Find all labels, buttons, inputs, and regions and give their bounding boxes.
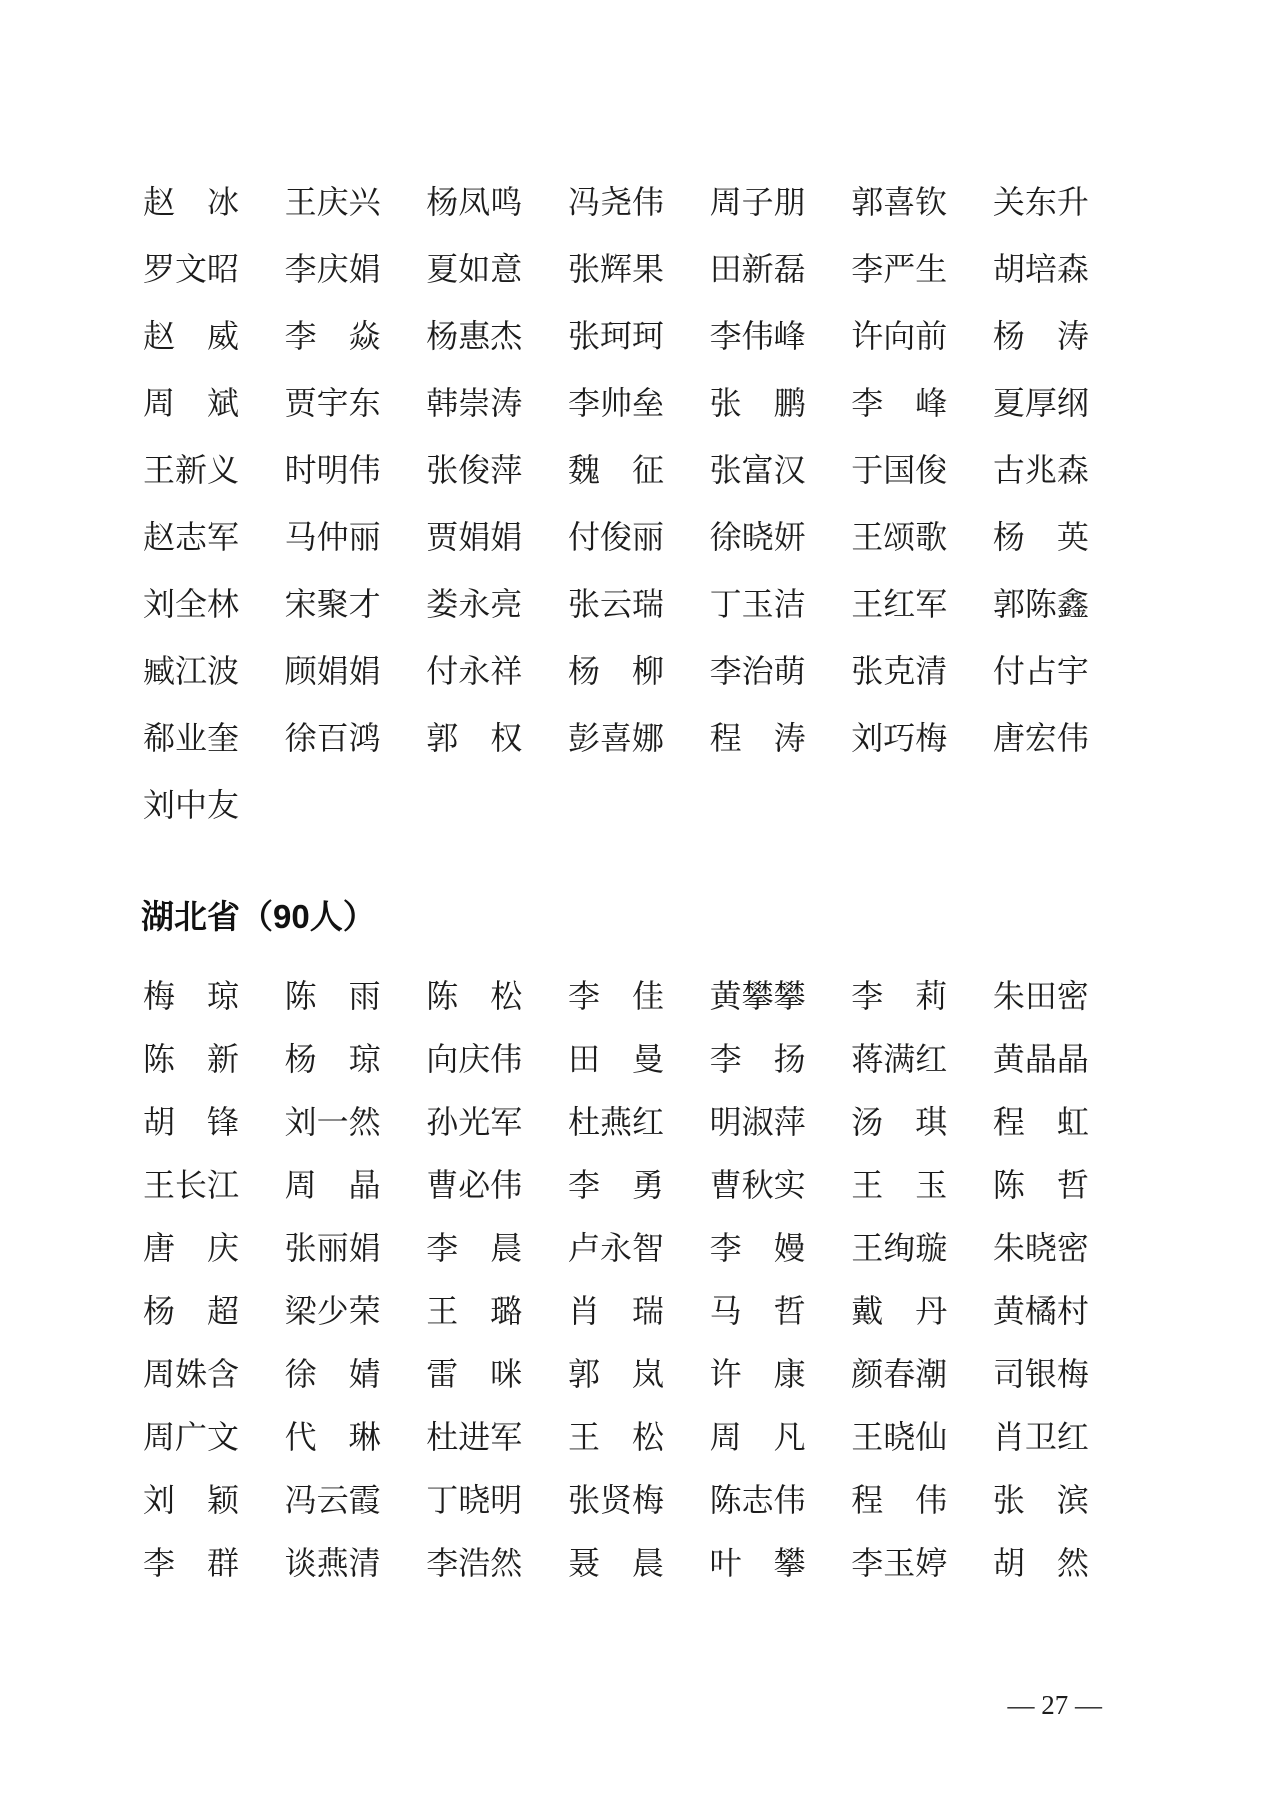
person-name: 张贤梅: [567, 1481, 664, 1518]
person-name: 胡培森: [992, 250, 1089, 287]
person-name: 程 虹: [992, 1103, 1089, 1140]
person-name: 周 斌: [142, 384, 239, 421]
person-name: 周姝含: [142, 1355, 239, 1392]
name-row: [141, 1405, 1091, 1468]
person-name: 杜燕红: [567, 1103, 664, 1140]
name-row: [141, 1027, 1091, 1090]
person-name: 徐百鸿: [284, 719, 381, 756]
person-name: 唐 庆: [142, 1229, 239, 1266]
person-name: 李伟峰: [709, 317, 806, 354]
person-name: 杨惠杰: [426, 317, 523, 354]
person-name: 周 晶: [284, 1166, 381, 1203]
person-name: 陈 雨: [284, 977, 381, 1014]
person-name: 李 焱: [284, 317, 381, 354]
person-name: 夏厚纲: [992, 384, 1089, 421]
person-name: 张 鹏: [709, 384, 806, 421]
person-name: 马仲丽: [284, 518, 381, 555]
name-row: [141, 1531, 1091, 1594]
name-row: [141, 1279, 1091, 1342]
name-row: [141, 1342, 1091, 1405]
person-name: 曹必伟: [426, 1166, 523, 1203]
person-name: 肖 瑞: [567, 1292, 664, 1329]
person-name: 于国俊: [851, 451, 948, 488]
person-name: 张珂珂: [567, 317, 664, 354]
person-name: 古兆森: [992, 451, 1089, 488]
person-name: 丁玉洁: [709, 585, 806, 622]
name-row: [141, 1153, 1091, 1216]
person-name: 梅 琼: [142, 977, 239, 1014]
name-row: [141, 1468, 1091, 1531]
person-name: 李 扬: [709, 1040, 806, 1077]
person-name: 周广文: [142, 1418, 239, 1455]
person-name: 娄永亮: [426, 585, 523, 622]
person-name: 贾娟娟: [426, 518, 523, 555]
person-name: 程 伟: [851, 1481, 948, 1518]
person-name: 郗业奎: [142, 719, 239, 756]
section-province-continued: [141, 168, 1091, 838]
person-name: 张云瑞: [567, 585, 664, 622]
person-name: 杨 琼: [284, 1040, 381, 1077]
page-number: — 27 —: [1007, 1690, 1102, 1720]
person-name: 李 群: [142, 1544, 239, 1581]
person-name: 李治萌: [709, 652, 806, 689]
person-name: 陈 哲: [992, 1166, 1089, 1203]
person-name: 丁晓明: [426, 1481, 523, 1518]
person-name: 冯尧伟: [567, 183, 664, 220]
person-name: 戴 丹: [851, 1292, 948, 1329]
person-name: 唐宏伟: [992, 719, 1089, 756]
person-name: 颜春潮: [851, 1355, 948, 1392]
person-name: 刘全林: [142, 585, 239, 622]
person-name: 王 松: [567, 1418, 664, 1455]
person-name: 徐 婧: [284, 1355, 381, 1392]
person-name: 雷 咪: [426, 1355, 523, 1392]
person-name: 郭喜钦: [851, 183, 948, 220]
person-name: 肖卫红: [992, 1418, 1089, 1455]
person-name: 李 莉: [851, 977, 948, 1014]
person-name: 赵 冰: [142, 183, 239, 220]
person-name: 司银梅: [992, 1355, 1089, 1392]
person-name: 黄橘村: [992, 1292, 1089, 1329]
person-name: 向庆伟: [426, 1040, 523, 1077]
name-row: [141, 503, 1091, 570]
person-name: 朱田密: [992, 977, 1089, 1014]
person-name: 刘一然: [284, 1103, 381, 1140]
person-name: 李帅垒: [567, 384, 664, 421]
person-name: 王 玉: [851, 1166, 948, 1203]
person-name: 汤 琪: [851, 1103, 948, 1140]
person-name: 付永祥: [426, 652, 523, 689]
person-name: 顾娟娟: [284, 652, 381, 689]
person-name: 贾宇东: [284, 384, 381, 421]
person-name: 李 峰: [851, 384, 948, 421]
name-row: [141, 704, 1091, 771]
person-name: 杨 英: [992, 518, 1089, 555]
person-name: 明淑萍: [709, 1103, 806, 1140]
person-name: 杜进军: [426, 1418, 523, 1455]
person-name: 刘中友: [142, 786, 239, 823]
person-name: 魏 征: [567, 451, 664, 488]
person-name: 杨 柳: [567, 652, 664, 689]
name-row: [141, 302, 1091, 369]
person-name: 周子朋: [709, 183, 806, 220]
person-name: 张克清: [851, 652, 948, 689]
person-name: 蒋满红: [851, 1040, 948, 1077]
person-name: 王晓仙: [851, 1418, 948, 1455]
person-name: 陈 新: [142, 1040, 239, 1077]
person-name: 黄攀攀: [709, 977, 806, 1014]
person-name: 郭 权: [426, 719, 523, 756]
names-list: [141, 0, 1091, 1594]
person-name: 陈志伟: [709, 1481, 806, 1518]
person-name: 杨 涛: [992, 317, 1089, 354]
person-name: 刘 颖: [142, 1481, 239, 1518]
person-name: 王红军: [851, 585, 948, 622]
name-row: [141, 168, 1091, 235]
person-name: 韩崇涛: [426, 384, 523, 421]
section-hubei-names: [141, 964, 1091, 1594]
person-name: 谈燕清: [284, 1544, 381, 1581]
person-name: 聂 晨: [567, 1544, 664, 1581]
person-name: 王新义: [142, 451, 239, 488]
person-name: 张丽娟: [284, 1229, 381, 1266]
person-name: 罗文昭: [142, 250, 239, 287]
person-name: 李 勇: [567, 1166, 664, 1203]
person-name: 朱晓密: [992, 1229, 1089, 1266]
person-name: 郭陈鑫: [992, 585, 1089, 622]
name-row: [141, 1216, 1091, 1279]
person-name: 冯云霞: [284, 1481, 381, 1518]
person-name: 程 涛: [709, 719, 806, 756]
person-name: 李庆娟: [284, 250, 381, 287]
person-name: 时明伟: [284, 451, 381, 488]
person-name: 王颂歌: [851, 518, 948, 555]
person-name: 李 晨: [426, 1229, 523, 1266]
person-name: 卢永智: [567, 1229, 664, 1266]
name-row: [141, 1090, 1091, 1153]
person-name: 张俊萍: [426, 451, 523, 488]
person-name: 孙光军: [426, 1103, 523, 1140]
person-name: 徐晓妍: [709, 518, 806, 555]
person-name: 王庆兴: [284, 183, 381, 220]
person-name: 张辉果: [567, 250, 664, 287]
person-name: 李浩然: [426, 1544, 523, 1581]
person-name: 夏如意: [426, 250, 523, 287]
person-name: 周 凡: [709, 1418, 806, 1455]
person-name: 彭喜娜: [567, 719, 664, 756]
name-row: [141, 369, 1091, 436]
person-name: 李严生: [851, 250, 948, 287]
person-name: 马 哲: [709, 1292, 806, 1329]
person-name: 王长江: [142, 1166, 239, 1203]
person-name: 宋聚才: [284, 585, 381, 622]
person-name: 胡 锋: [142, 1103, 239, 1140]
person-name: 郭 岚: [567, 1355, 664, 1392]
person-name: 曹秋实: [709, 1166, 806, 1203]
person-name: 臧江波: [142, 652, 239, 689]
name-row: [141, 235, 1091, 302]
person-name: 田 曼: [567, 1040, 664, 1077]
person-name: 叶 攀: [709, 1544, 806, 1581]
section-header-hubei: 湖北省（90人）: [141, 898, 376, 935]
name-row: [141, 436, 1091, 503]
person-name: 赵志军: [142, 518, 239, 555]
person-name: 田新磊: [709, 250, 806, 287]
person-name: 黄晶晶: [992, 1040, 1089, 1077]
person-name: 李 佳: [567, 977, 664, 1014]
person-name: 许 康: [709, 1355, 806, 1392]
name-row: [141, 771, 1091, 838]
person-name: 王绚璇: [851, 1229, 948, 1266]
person-name: 刘巧梅: [851, 719, 948, 756]
person-name: 代 琳: [284, 1418, 381, 1455]
person-name: 王 璐: [426, 1292, 523, 1329]
person-name: 杨凤鸣: [426, 183, 523, 220]
name-row: [141, 570, 1091, 637]
person-name: 胡 然: [992, 1544, 1089, 1581]
person-name: 陈 松: [426, 977, 523, 1014]
name-row: [141, 964, 1091, 1027]
person-name: 许向前: [851, 317, 948, 354]
person-name: 付占宇: [992, 652, 1089, 689]
person-name: 杨 超: [142, 1292, 239, 1329]
person-name: 李 嫚: [709, 1229, 806, 1266]
person-name: 李玉婷: [851, 1544, 948, 1581]
person-name: 梁少荣: [284, 1292, 381, 1329]
person-name: 张富汉: [709, 451, 806, 488]
person-name: 关东升: [992, 183, 1089, 220]
person-name: 张 滨: [992, 1481, 1089, 1518]
name-row: [141, 637, 1091, 704]
person-name: 赵 威: [142, 317, 239, 354]
person-name: 付俊丽: [567, 518, 664, 555]
